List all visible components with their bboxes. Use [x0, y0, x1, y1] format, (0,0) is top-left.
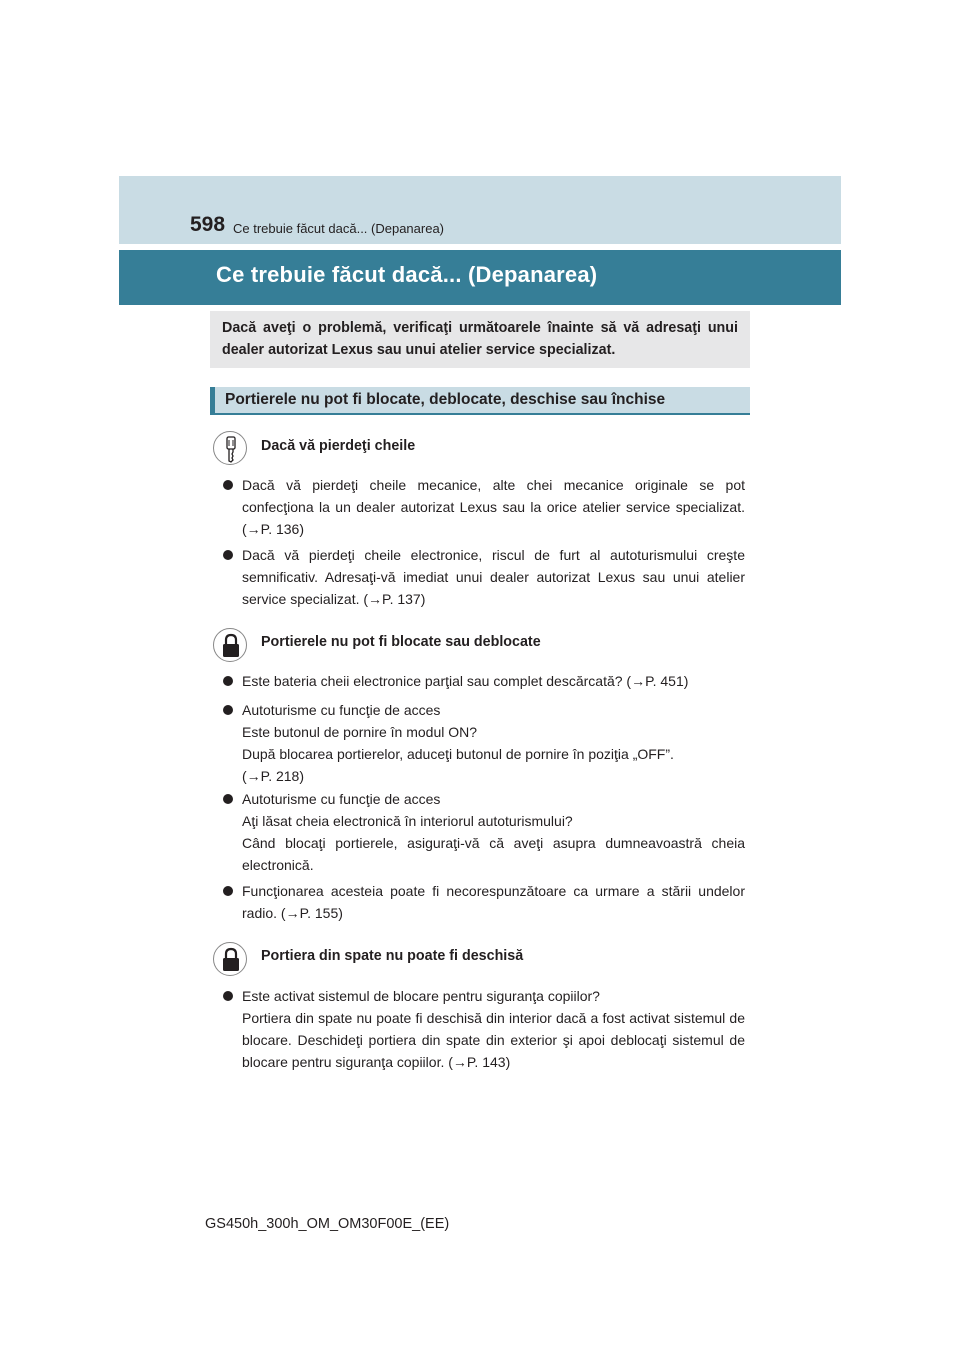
- bullet-dot: [223, 676, 233, 686]
- subsection-heading: Portierele nu pot fi blocate sau deblocate: [261, 634, 541, 650]
- footer-document-code: GS450h_300h_OM_OM30F00E_(EE): [205, 1216, 450, 1232]
- bullet-dot: [223, 991, 233, 1001]
- subsection-heading: Portiera din spate nu poate fi deschisă: [261, 948, 524, 964]
- bullet-dot: [223, 480, 233, 490]
- running-title: Ce trebuie făcut dacă... (Depanarea): [233, 221, 445, 236]
- list-item: Este activat sistemul de blocare pentru siguranţa copiilor? Portiera din spate nu poate fi deschisă din interior dacă a fost activat sistemul de blocare. Deschideţi portiera din spate din exterior şi apoi deblocaţi sistemul de blocare pentru siguranţa copiilor. (→P. 143): [242, 988, 745, 1070]
- list-item: Autoturisme cu funcţie de acces Este butonul de pornire în modul ON? După blocarea portierelor, aduceţi butonul de pornire în poziţia „OFF”. (→P. 218): [242, 702, 674, 784]
- header-band: [119, 176, 841, 244]
- list-item: Este bateria cheii electronice parţial sau complet descărcată? (→P. 451): [242, 673, 689, 689]
- bullet-dot: [223, 705, 233, 715]
- list-item: Funcţionarea acesteia poate fi necorespunzătoare ca urmare a stării undelor radio. (→P. 155): [242, 883, 745, 921]
- key-icon: [213, 431, 247, 465]
- lock-icon: [213, 942, 247, 976]
- subsection-heading: Dacă vă pierdeţi cheile: [261, 438, 416, 454]
- list-item: Autoturisme cu funcţie de acces Aţi lăsat cheia electronică în interiorul autoturismului? Când blocaţi portierele, asiguraţi-vă că aveţi asupra dumneavoastră cheia electronică.: [242, 791, 745, 873]
- lock-icon: [213, 628, 247, 662]
- page-number: 598: [190, 213, 226, 236]
- list-item: Dacă vă pierdeţi cheile electronice, riscul de furt al autoturismului creşte semnificativ. Adresaţi-vă imediat unui dealer autorizat Lexus sau unui atelier service specializat. (→P. 137): [242, 547, 745, 607]
- bullet-dot: [223, 550, 233, 560]
- bullet-dot: [223, 886, 233, 896]
- section-heading: Portierele nu pot fi blocate, deblocate, deschise sau închise: [210, 387, 750, 415]
- bullet-dot: [223, 794, 233, 804]
- list-item: Dacă vă pierdeţi cheile mecanice, alte chei mecanice originale se pot confecţiona la un dealer autorizat Lexus sau la orice atelier service specializat. (→P. 136): [242, 477, 745, 537]
- intro-box: Dacă aveţi o problemă, verificaţi următoarele înainte să vă adresaţi unui dealer autorizat Lexus sau unui atelier service specializat.: [210, 311, 750, 368]
- page-title: Ce trebuie făcut dacă... (Depanarea): [216, 262, 598, 287]
